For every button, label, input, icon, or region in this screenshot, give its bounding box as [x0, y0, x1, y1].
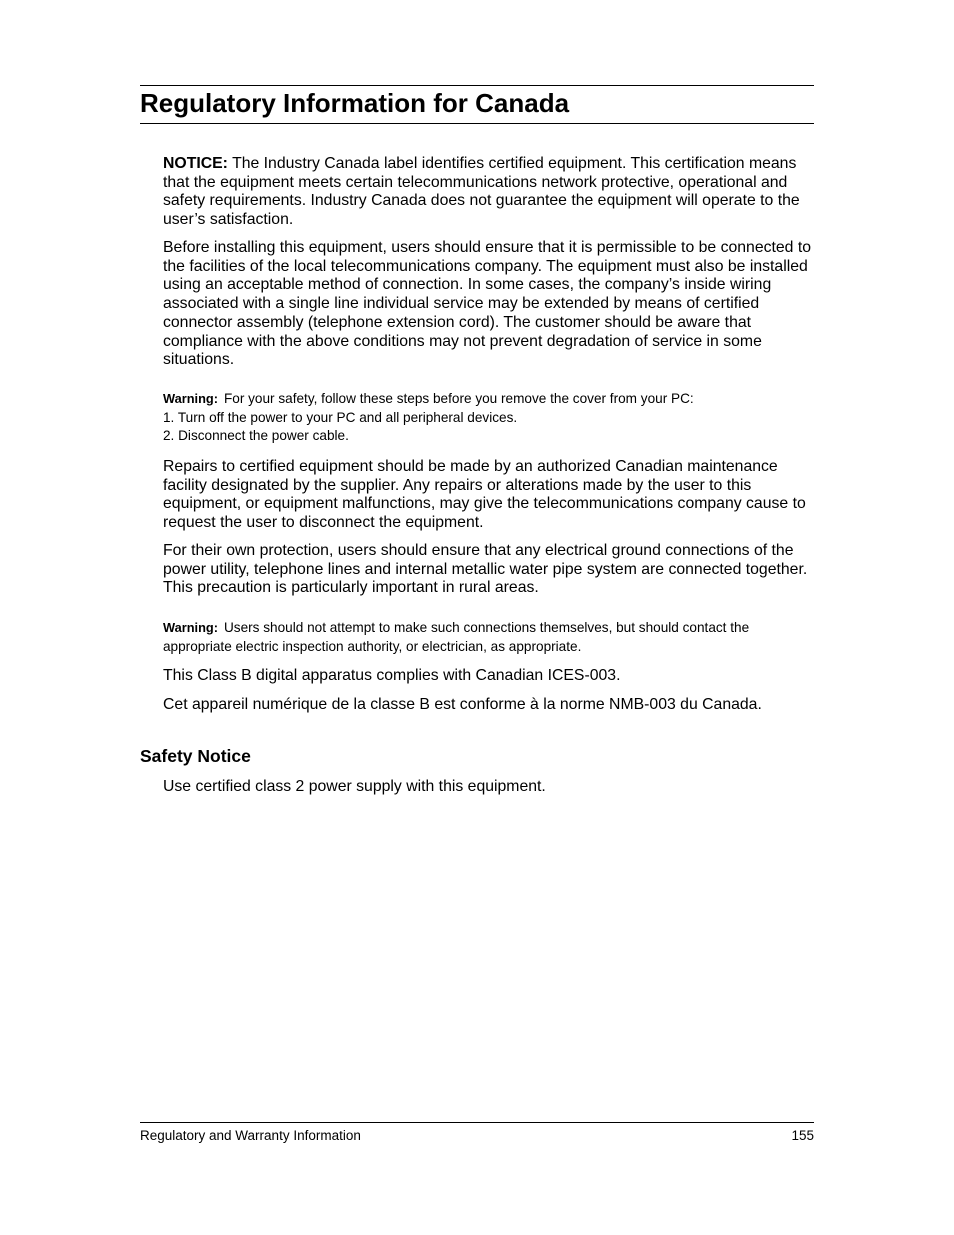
- repairs-paragraph: Repairs to certified equipment should be made by an authorized Canadian maintenance facility designated by the supplier. Any repairs or alterations made by the user to this equipment, or equipment malfunctions, may give the telecommunications company cause to request the user to disconnect the equipment.: [163, 458, 806, 532]
- page-title: Regulatory Information for Canada: [140, 88, 570, 118]
- notice-text: The Industry Canada label identifies certified equipment. This certification means that the equipment meets certain telecommunications network protective, operational and safety requirements. Industry Canada does not guarantee the equipment will operate to the user’s satisfaction.: [163, 155, 800, 229]
- footer-rule: [140, 1122, 814, 1123]
- safety-notice-text: Use certified class 2 power supply with this equipment.: [163, 778, 546, 795]
- footer-document-title: Regulatory and Warranty Information: [140, 1128, 361, 1143]
- warning-label: Warning:: [163, 620, 218, 635]
- class-b-statement: This Class B digital apparatus complies with Canadian ICES-003.: [163, 667, 621, 684]
- warning-step-2: 2. Disconnect the power cable.: [163, 428, 349, 444]
- warning-step-1: 1. Turn off the power to your PC and all peripheral devices.: [163, 409, 518, 425]
- warning-text: For your safety, follow these steps before you remove the cover from your PC:: [223, 391, 694, 406]
- install-paragraph: Before installing this equipment, users should ensure that it is permissible to be connected to the facilities of the local telecommunications company. The equipment must also be installed using an acceptable method of connection. In some cases, the company’s inside wiring associated with a single line individual service may be extended by means of certified connector assembly (telephone extension cord). The customer should be aware that compliance with the above conditions may not prevent degradation of service in some situations.: [163, 239, 812, 369]
- title-bottom-rule: [140, 123, 814, 124]
- notice-label: NOTICE:: [163, 155, 228, 172]
- class-b-statement-french: Cet appareil numérique de la classe B est conforme à la norme NMB-003 du Canada.: [163, 696, 762, 713]
- warning-line: [163, 390, 814, 409]
- warning-label: Warning:: [163, 391, 218, 406]
- notice-paragraph: [163, 155, 814, 230]
- protection-paragraph: For their own protection, users should ensure that any electrical ground connections of the power utility, telephone lines and internal metallic water pipe system are connected together. This precaution is particularly important in rural areas.: [163, 542, 808, 597]
- connections-warning: [163, 619, 814, 656]
- footer-page-number: 155: [791, 1128, 814, 1143]
- safety-notice-heading: Safety Notice: [140, 746, 251, 766]
- warning-steps-block: [163, 390, 814, 446]
- warning-text: Users should not attempt to make such connections themselves, but should contact the appropriate electric inspection authority, or electrician, as appropriate.: [163, 620, 750, 654]
